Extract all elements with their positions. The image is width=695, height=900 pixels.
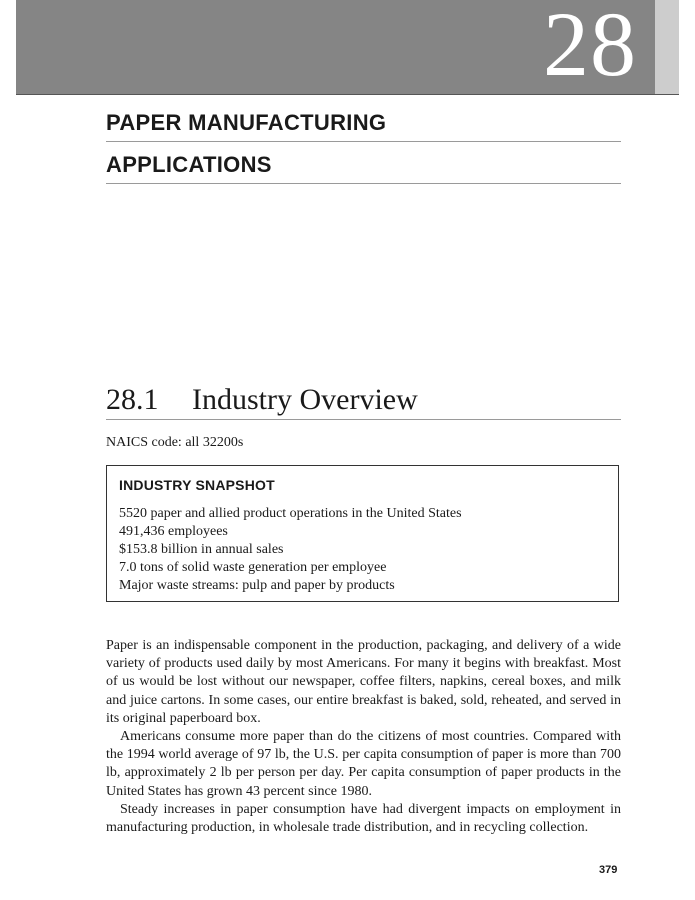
industry-snapshot-box bbox=[106, 465, 619, 602]
snapshot-item: 7.0 tons of solid waste generation per employee bbox=[119, 560, 387, 575]
snapshot-item: 5520 paper and allied product operations in the United States bbox=[119, 506, 462, 521]
chapter-title-line-2: APPLICATIONS bbox=[106, 152, 621, 184]
snapshot-list bbox=[119, 505, 462, 595]
paragraph: Steady increases in paper consumption have had divergent impacts on employment in manufacturing production, in wholesale trade distribution, and in recycling collection. bbox=[106, 801, 621, 836]
naics-code: NAICS code: all 32200s bbox=[106, 435, 244, 450]
snapshot-item: 491,436 employees bbox=[119, 524, 228, 539]
section-title: Industry Overview bbox=[192, 383, 418, 416]
page-number: 379 bbox=[599, 864, 618, 876]
paragraph: Paper is an indispensable component in the production, packaging, and delivery of a wide variety of products used daily by most Americans. For many it begins with breakfast. Most of us would be lost without our newspaper, coffee filters, napkins, cereal boxes, and milk and juice cartons. In some cases, our entire breakfast is baked, sold, reheated, and served in its original paperboard box. bbox=[106, 638, 621, 726]
snapshot-title: INDUSTRY SNAPSHOT bbox=[119, 477, 275, 493]
paragraph: Americans consume more paper than do the citizens of most countries. Compared with the 1994 world average of 97 lb, the U.S. per capita consumption of paper is more than 700 lb, approximately 2 lb per person per day. Per capita consumption of paper products in the United States has grown 43 percent since 1980. bbox=[106, 729, 621, 799]
snapshot-item: Major waste streams: pulp and paper by products bbox=[119, 578, 395, 593]
chapter-title-line-1: PAPER MANUFACTURING bbox=[106, 110, 621, 142]
body-text bbox=[106, 637, 621, 837]
chapter-tab bbox=[655, 0, 679, 95]
section-number: 28.1 bbox=[106, 383, 159, 416]
section-heading bbox=[106, 383, 621, 420]
snapshot-item: $153.8 billion in annual sales bbox=[119, 542, 284, 557]
chapter-header-band bbox=[16, 0, 655, 95]
chapter-number: 28 bbox=[543, 0, 637, 95]
